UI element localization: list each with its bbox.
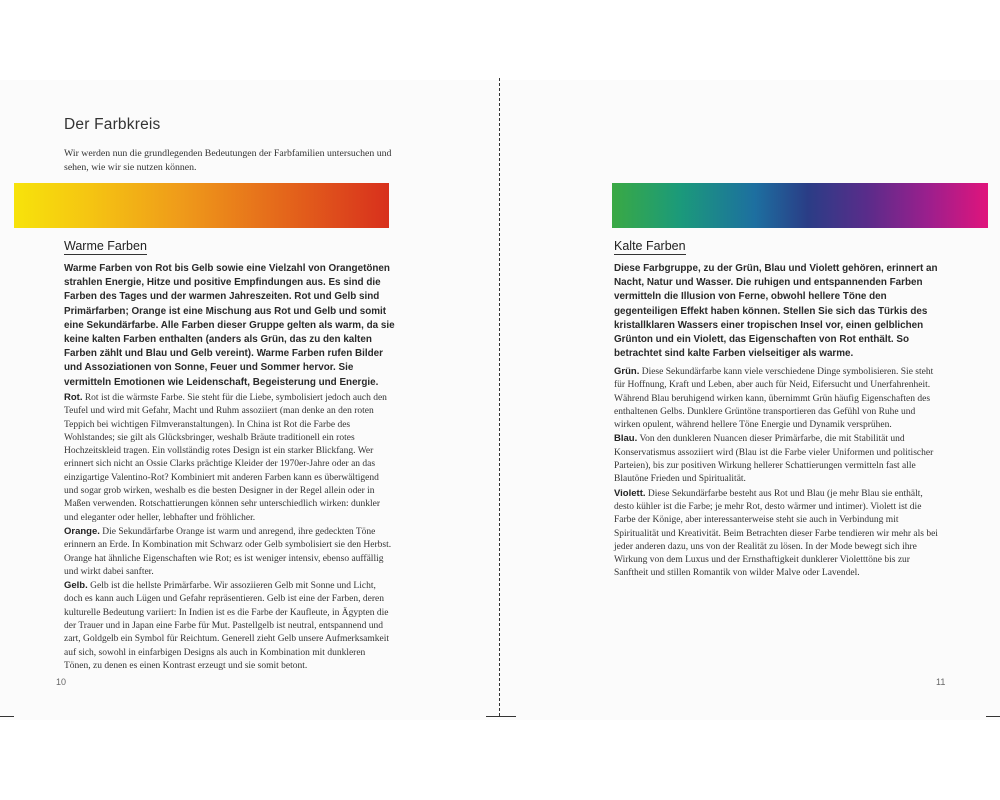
section-green [614, 365, 942, 432]
intro-text: Wir werden nun die grundlegenden Bedeutungen der Farbfamilien untersuchen und sehen, wie wir sie nutzen können. [64, 148, 392, 173]
crop-mark [486, 716, 516, 717]
cold-gradient-bar [612, 183, 988, 228]
warm-gradient-bar [14, 183, 389, 228]
section-text: Diese Sekundärfarbe kann viele verschiedene Dinge symbolisieren. Sie steht für Hoffnung, Kraft und Leben, aber auch für Neid, Eifersucht und Unerfahrenheit. Während Blau beruhigend wirken kann, übernimmt Grün häufig Eigenschaften des enthaltenen Gelbs. Dunklere Grüntöne transportieren das Gefühl von Ruhe und wirken opulent, während hellere Töne Energie und Dynamik versprühen. [614, 367, 934, 431]
section-text: Von den dunkleren Nuancen dieser Primärfarbe, die mit Stabilität und Konservatismus assoziiert wird (Blau ist die Farbe vieler Uniformen und politischer Parteien), bis zur positiven Wirkung hellerer Schattierungen vermitteln fast alle Blautöne Frieden und Spiritualität. [614, 434, 934, 485]
page-number: 10 [56, 677, 67, 687]
section-keyword: Blau. [614, 433, 638, 445]
section-yellow [64, 579, 392, 673]
page-number: 11 [936, 677, 946, 687]
warm-colors-heading: Warme Farben [64, 239, 147, 253]
page-spine [499, 78, 500, 716]
section-text: Diese Sekundärfarbe besteht aus Rot und Blau (je mehr Blau sie enthält, desto kühler ist die Farbe; je mehr Rot, desto wärmer und intimer). Violett ist die Farbe der Könige, aber interessanterweise steht sie auch in Verbindung mit Spiritualität und Kreativität. Beim Betrachten dieser Farbe tendieren wir mehr als bei jeder anderen dazu, uns von der Realität zu lösen. In der Mode bewegt sich ihre Wirkung von dem Luxus und der Ernsthaftigkeit dunklerer Violetttöne bis zur Sanftheit und stillen Romantik von wilder Malve oder Lavendel. [614, 488, 938, 579]
crop-mark [0, 716, 14, 717]
warm-body [64, 391, 392, 673]
section-text: Gelb ist die hellste Primärfarbe. Wir assoziieren Gelb mit Sonne und Licht, doch es kann auch Lügen und Gefahr repräsentieren. Gelb ist eine der Farben, deren kulturelle Bedeutung variiert: In Indien ist es die Farbe der Kaufleute, in Ägypten die der Trauer und in Japan eine Farbe für Mut. Pastellgelb ist neutral, entspannend und zart, Goldgelb ein Symbol für Reichtum. Generell zieht Gelb unsere Aufmerksamkeit auf sich, sowohl in einfarbigen Designs als auch in Kombination mit dunkleren Tönen, zu denen es einen Kontrast erzeugt und sie somit betont. [64, 581, 390, 671]
cold-lead-paragraph: Diese Farbgruppe, zu der Grün, Blau und Violett gehören, erinnert an Nacht, Natur und Wasser. Die ruhigen und entspannenden Farben vermitteln die Illusion von Ferne, obwohl hellere Töne den gegenteiligen Effekt haben können. Stellen Sie sich das Türkis des kristallklaren Wassers einer tropischen Insel vor, einen gelblichen Grünton und ein Violett, das Eigenschaften von Rot enthält. So betrachtet sind kalte Farben vielseitiger als warme. [614, 263, 938, 360]
section-text: Die Sekundärfarbe Orange ist warm und anregend, ihre gedeckten Töne erinnern an Erde. In Kombination mit Schwarz oder Gelb symbolisiert sie den Herbst. Orange hat ähnliche Eigenschaften wie Rot; es ist weniger intensiv, ebenso auffällig und wirkt dabei sanfter. [64, 526, 392, 577]
section-keyword: Grün. [614, 366, 640, 377]
cold-colors-heading: Kalte Farben [614, 239, 686, 253]
warm-lead-paragraph: Warme Farben von Rot bis Gelb sowie eine Vielzahl von Orangetönen strahlen Energie, Hitze und positive Empfindungen aus. Es sind die Farben des Tages und der warmen Jahreszeiten. Rot und Gelb sind Primärfarben; Orange ist eine Mischung aus Rot und Gelb und somit eine Sekundärfarbe. Alle Farben dieser Gruppe gelten als warm, da sie keine kalten Farben enthalten (anders als Grün, das zu den kalten Farben zählt und Blau und Gelb vereint). Warme Farben rufen Bilder und Assoziationen von Sonne, Feuer und Sommer hervor. Sie vermitteln Emotionen wie Leidenschaft, Begeisterung und Energie. [64, 263, 395, 388]
section-keyword: Violett. [614, 487, 646, 499]
page-title: Der Farbkreis [64, 116, 161, 133]
section-blue [614, 432, 942, 486]
section-violet [614, 487, 942, 581]
section-keyword: Orange. [64, 525, 100, 537]
section-orange [64, 525, 392, 579]
crop-mark [986, 716, 1000, 717]
section-keyword: Rot. [64, 392, 83, 403]
section-red [64, 391, 392, 525]
cold-body [614, 365, 942, 581]
section-text: Rot ist die wärmste Farbe. Sie steht für die Liebe, symbolisiert jedoch auch den Teufel und wird mit Gefahr, Macht und Ruhm assoziiert (man denke an den roten Teppich bei wichtigen Filmveranstaltungen). In China ist Rot die Farbe des Wohlstandes; sie gilt als Glücksbringer, weshalb Bräute traditionell ein rotes Hochzeitskleid tragen. Ein vollständig rotes Design ist ein starker Blickfang. Wer erinnert sich nicht an Ossie Clarks prächtige Kleider der 1970er-Jahre oder an das einzigartige Valentino-Rot? Kombiniert mit anderen Farben kann es überwältigend und sogar grob wirken, weshalb es die besten Designer in der Regel allein oder in Maßen verwenden. Rotschattierungen können sehr unterschiedlich wirken: dunkler und eleganter oder heller, lebhafter und fröhlicher. [64, 393, 387, 523]
section-keyword: Gelb. [64, 580, 88, 592]
